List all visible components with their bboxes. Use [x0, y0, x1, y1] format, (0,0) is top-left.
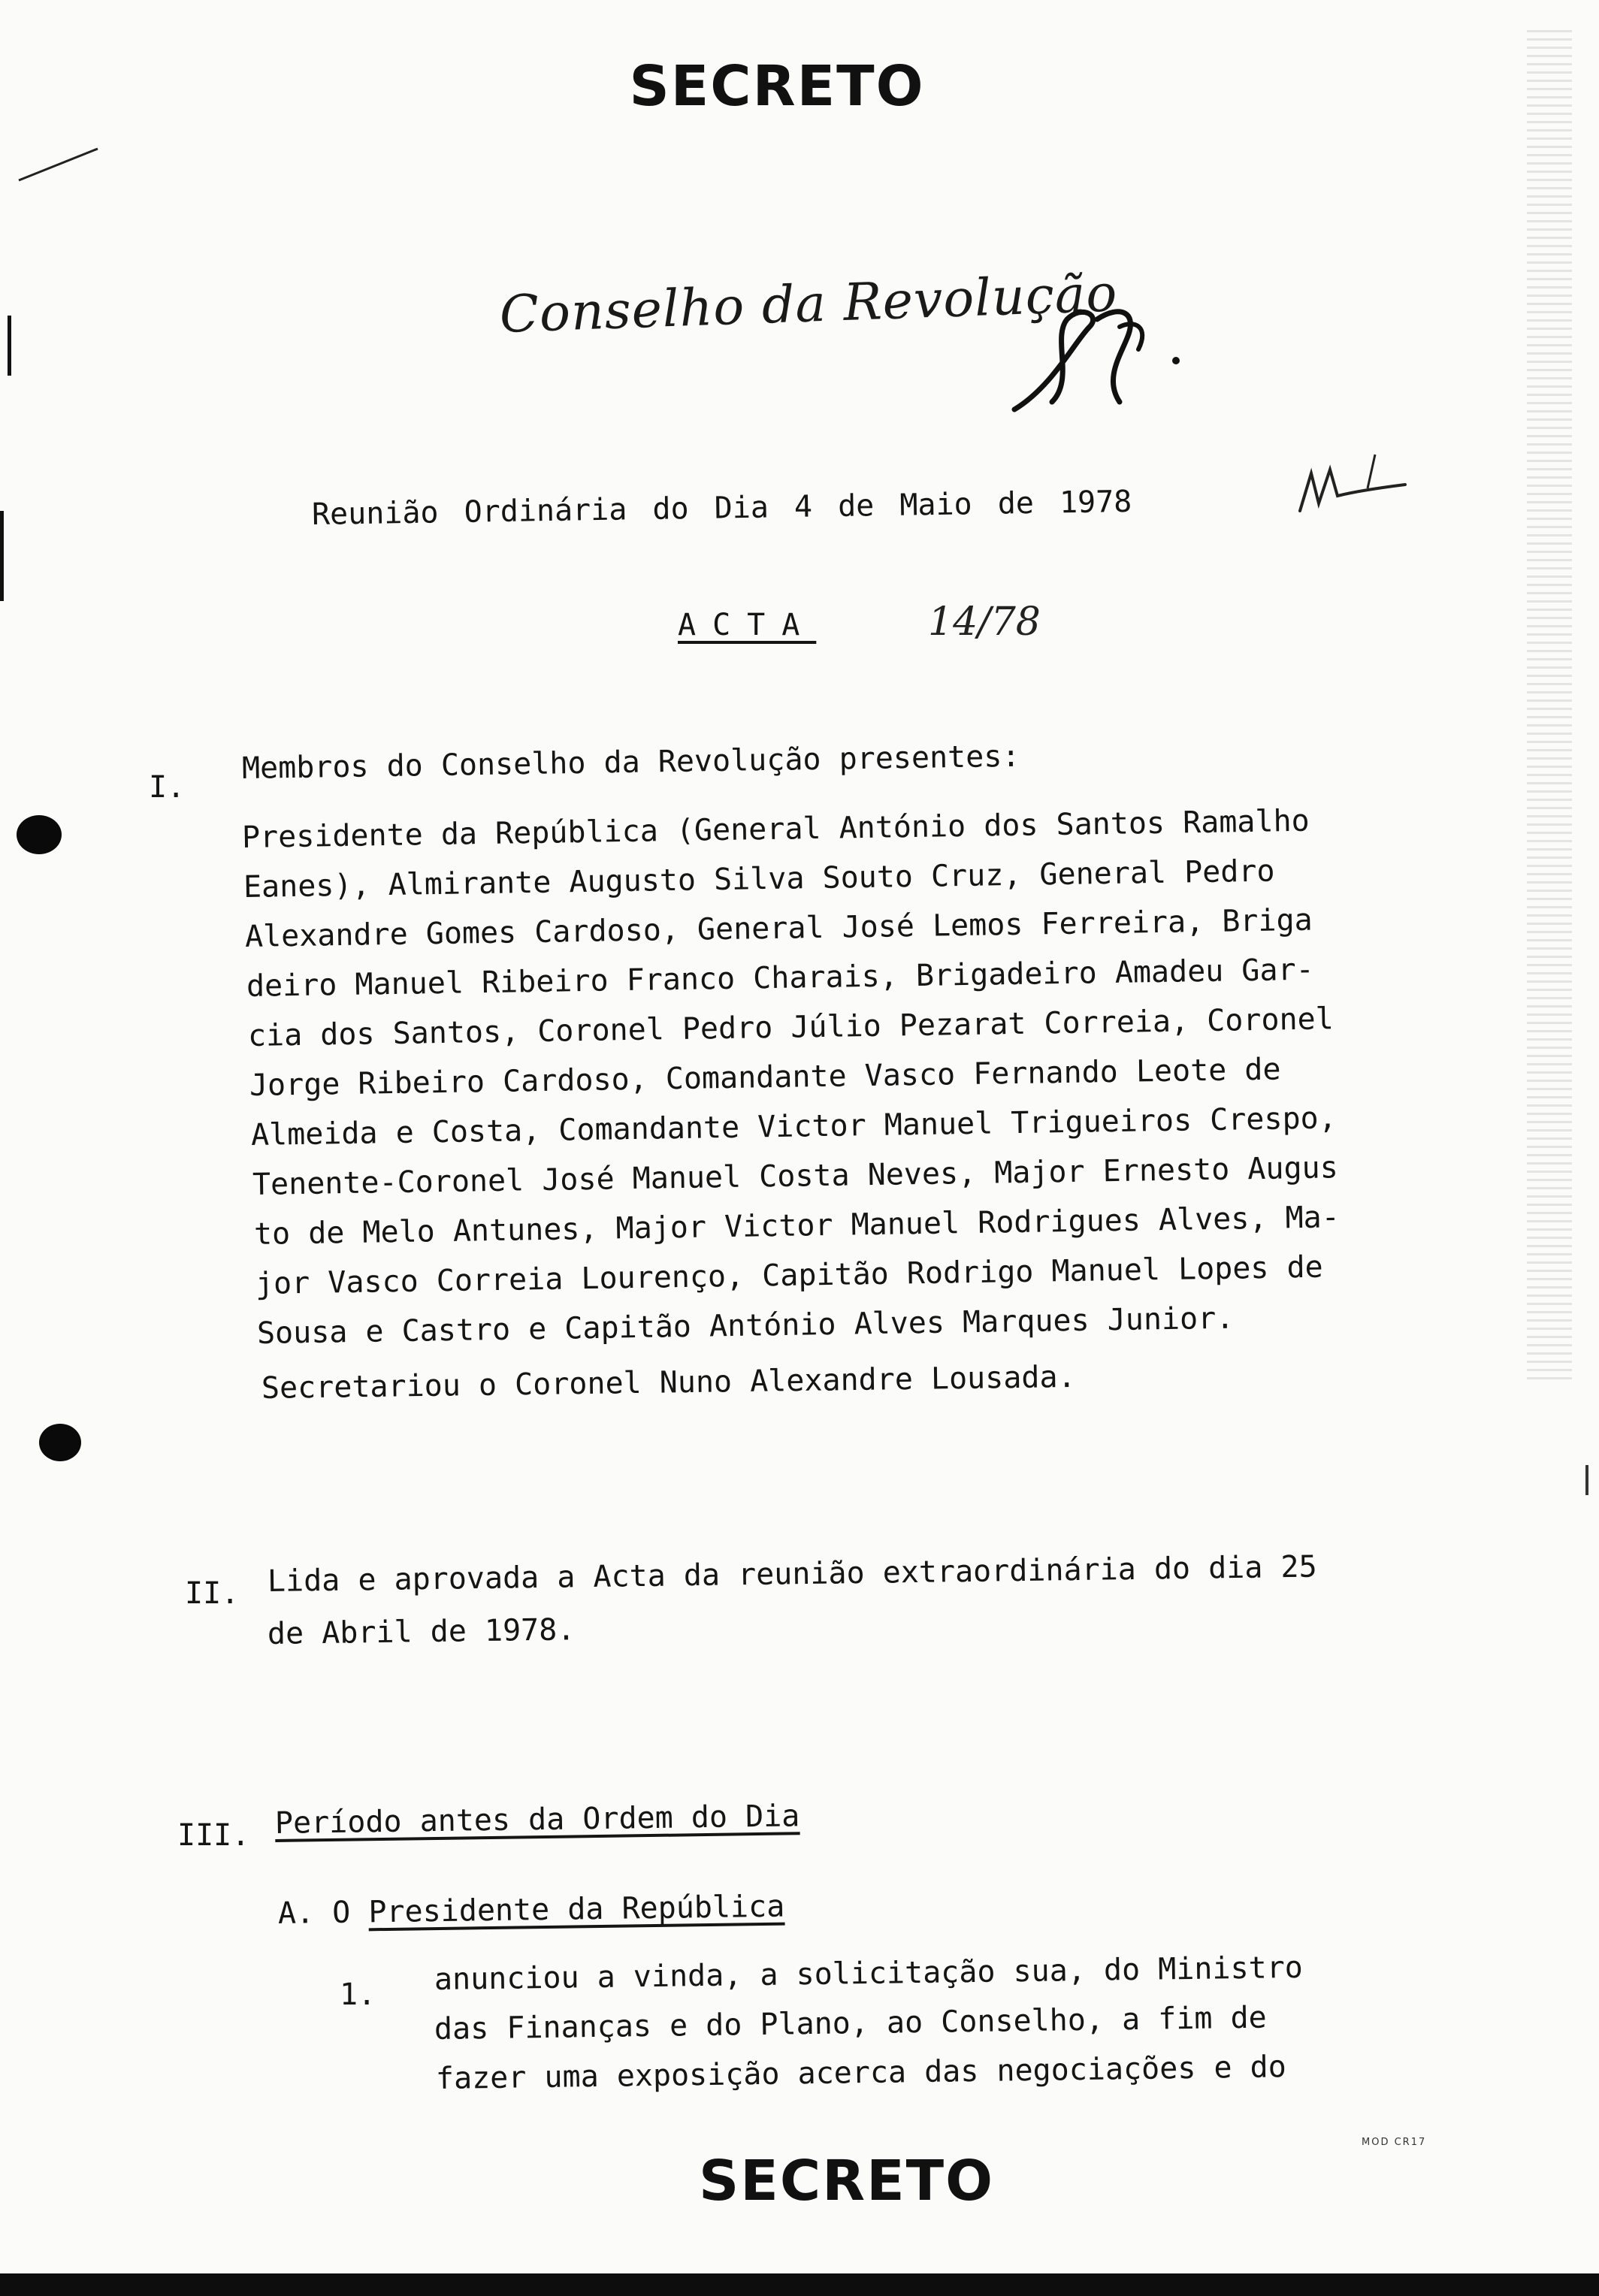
- section-1-number: I.: [149, 770, 186, 805]
- section-2-number: II.: [185, 1576, 240, 1611]
- section-1-line: Eanes), Almirante Augusto Silva Souto Cruz, General Pedro: [243, 853, 1275, 905]
- section-1-line: Sousa e Castro e Capitão António Alves Marques Junior.: [256, 1301, 1235, 1351]
- acta-title: ACTA: [678, 608, 817, 642]
- scan-edge-mark: [0, 511, 4, 601]
- acta-number-handwritten: 14/78: [928, 600, 1041, 645]
- form-code: MOD CR17: [1362, 2137, 1427, 2148]
- section-3-heading: Período antes da Ordem do Dia: [274, 1799, 800, 1841]
- item-1-line: das Finanças e do Plano, ao Conselho, a fim de: [434, 2000, 1267, 2047]
- section-2-line: Lida e aprovada a Acta da reunião extraordinária do dia 25: [267, 1549, 1317, 1599]
- scan-bottom-edge: [0, 2273, 1599, 2296]
- subsection-a-heading: Presidente da República: [368, 1889, 785, 1930]
- secret-stamp-top: SECRETO: [629, 54, 925, 119]
- section-1-line: Jorge Ribeiro Cardoso, Comandante Vasco Fernando Leote de: [249, 1052, 1281, 1103]
- scan-edge-noise: [1527, 30, 1572, 1382]
- section-1-heading: Membros do Conselho da Revolução presentes:: [241, 739, 1020, 786]
- section-1-line: Almeida e Costa, Comandante Victor Manuel Trigueiros Crespo,: [250, 1101, 1338, 1153]
- section-1-line: to de Melo Antunes, Major Victor Manuel Rodrigues Alves, Ma-: [253, 1200, 1341, 1252]
- secretary-note: Secretariou o Coronel Nuno Alexandre Lousada.: [261, 1359, 1076, 1406]
- secret-stamp-bottom: SECRETO: [699, 2149, 995, 2213]
- subsection-a-prefix: A. O: [277, 1895, 369, 1931]
- subsection-a: [278, 1890, 785, 1931]
- section-1-line: Tenente-Coronel José Manuel Costa Neves, Major Ernesto Augus: [252, 1150, 1339, 1202]
- handwritten-rubric-mark: [1292, 451, 1413, 518]
- item-1-number: 1.: [340, 1977, 376, 2012]
- punch-hole-mark: [17, 815, 62, 854]
- section-1-line: deiro Manuel Ribeiro Franco Charais, Brigadeiro Amadeu Gar-: [246, 952, 1315, 1004]
- item-1-line: fazer uma exposição acerca das negociações e do: [435, 2050, 1287, 2096]
- item-1-line: anunciou a vinda, a solicitação sua, do Ministro: [434, 1950, 1304, 1997]
- handwritten-initials-mark: [1007, 297, 1202, 424]
- scan-edge-mark: [1585, 1465, 1588, 1495]
- section-1-line: cia dos Santos, Coronel Pedro Júlio Pezarat Correia, Coronel: [247, 1001, 1335, 1053]
- scan-stroke-mark: [15, 143, 105, 188]
- section-1-line: Alexandre Gomes Cardoso, General José Lemos Ferreira, Briga: [244, 902, 1313, 954]
- meeting-title: Reunião Ordinária do Dia 4 de Maio de 1978: [311, 484, 1132, 532]
- section-1-line: jor Vasco Correia Lourenço, Capitão Rodrigo Manuel Lopes de: [255, 1249, 1324, 1301]
- section-3-number: III.: [177, 1818, 250, 1853]
- punch-hole-mark: [39, 1424, 81, 1461]
- scan-edge-mark: [8, 316, 11, 376]
- letterhead-title: Conselho da Revolução: [498, 264, 1119, 345]
- section-1-line: Presidente da República (General António dos Santos Ramalho: [241, 803, 1310, 855]
- section-2-line: de Abril de 1978.: [267, 1612, 576, 1651]
